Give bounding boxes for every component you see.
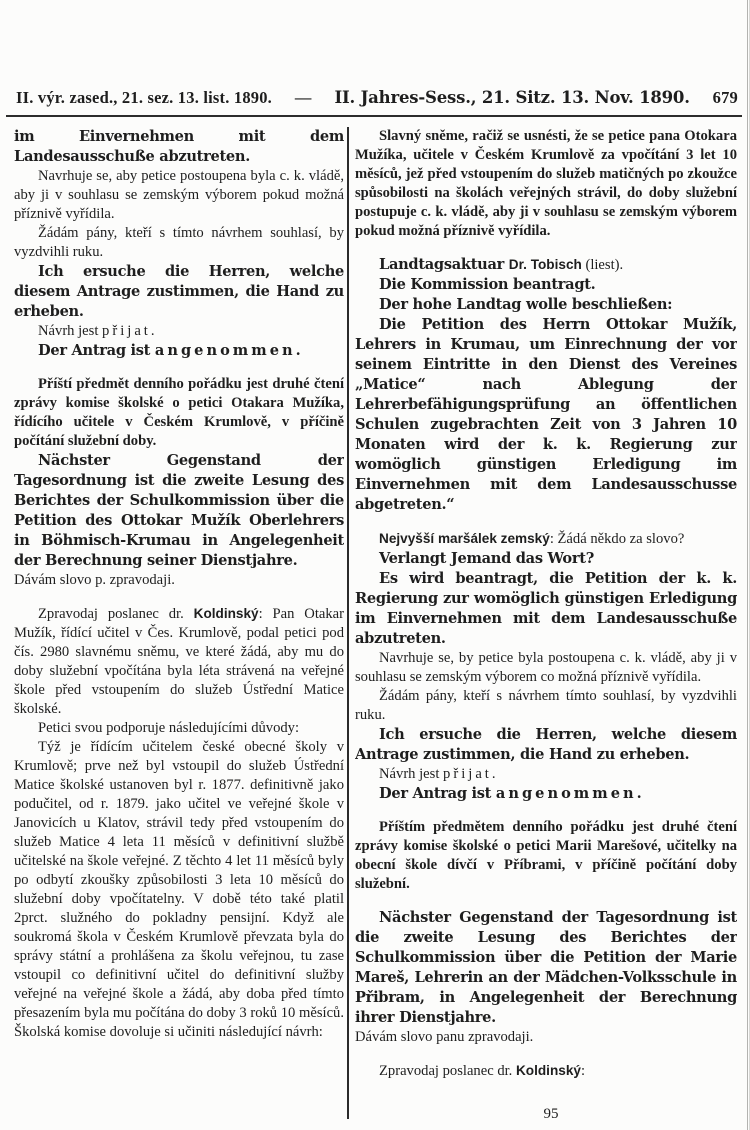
text-segment: angenommen [154,342,296,359]
paragraph [355,549,737,569]
text-columns [14,127,737,1119]
header-german-session: II. Jahres-Sess., 21. Sitz. 13. Nov. 1890. [334,88,690,107]
text-segment: Die Petition des Herrn Ottokar Mužík, Lehrers in Krumau, um Einrechnung der vor seinem Eintritte in den Dienst des Vereines „Matice“ nach Ablegung der Lehrerbefähigungsprüfung an öffentlichen Schulen zugebrachten Zeit von 3 Jahren 10 Monaten wird der k. k. Regierung zur womöglich günstigen Erledigung im Einvernehmen mit dem Landesausschusse abgetreten.“ [355,316,737,513]
text-segment: Zpravodaj poslanec dr. [38,606,194,622]
text-segment: Příští předmět denního pořádku jest druhé čtení zprávy komise školské o petici Otakara Mužíka, řídícího učitele v Českém Krumlově, v příčině počítání služební doby. [14,376,344,449]
header-separator: — [294,88,312,107]
paragraph [355,529,737,549]
text-segment: přijat [102,323,151,339]
text-segment: Es wird beantragt, die Petition der k. k. Regierung zur womöglich günstigen Erledigung im Einvernehmen mit dem Landesausschuße abzutreten. [355,570,737,647]
speaker-name: Koldinský [193,606,259,621]
paragraph [14,719,344,738]
text-segment: angenommen [495,785,637,802]
text-segment: Der Antrag ist [379,785,496,802]
page-number: 679 [712,88,738,107]
speaker-name: Nejvyšší maršálek zemský [379,531,550,546]
paragraph [14,604,344,719]
paragraph [355,295,737,315]
text-segment: Žádám pány, kteří s návrhem tímto souhlasí, by vyzdvihli ruku. [355,688,737,723]
text-segment: Landtagsaktuar [379,256,509,273]
signature-mark: 95 [543,1106,559,1122]
text-segment: Zpravodaj poslanec dr. [379,1063,516,1079]
text-segment: : Pan Otakar Mužík, řídící učitel v Čes. Krumlově, podal petici pod čís. 2980 slavnému sněmu, ve které žádá, aby mu do doby služební vpočítána byla léta strávená na veřejné škole před vstoupením do služeb Ústřední Matice školské. [14,606,344,717]
text-segment: Ich ersuche die Herren, welche diesem Antrage zustimmen, die Hand zu erheben. [14,263,344,320]
text-segment: Navrhuje se, by petice byla postoupena c. k. vládě, aby ji v souhlasu se zemským výborem co možná příznivě vyřídila. [355,650,737,685]
text-segment: . [150,323,155,339]
paragraph [14,451,344,571]
paragraph [355,784,737,804]
text-segment: Nächster Gegenstand der Tagesordnung ist die zweite Lesung des Berichtes der Schulkommission über die Petition des Ottokar Mužík Oberlehrers in Böhmisch-Krumau in Angelegenheit der Berechnung seiner Dienstjahre. [14,452,344,569]
paragraph [355,255,737,275]
paragraph [355,725,737,765]
header-rule [6,115,742,117]
left-column [14,127,344,1119]
text-segment: Návrh jest [379,766,444,782]
text-segment: Ich ersuche die Herren, welche diesem Antrage zustimmen, die Hand zu erheben. [355,726,737,763]
paragraph [14,167,344,224]
text-segment: Dávám slovo p. zpravodaji. [14,572,175,588]
text-segment: . [491,766,496,782]
paragraph [355,1061,737,1081]
paragraph [14,738,344,1042]
paragraph [14,224,344,262]
scan-edge-artifact [747,0,748,1130]
paragraph [14,262,344,322]
text-segment: Dávám slovo panu zpravodaji. [355,1029,534,1045]
paragraph [355,818,737,894]
text-segment: Návrh jest [38,323,103,339]
paragraph [355,765,737,784]
paragraph [355,1028,737,1047]
header-czech-session: II. výr. zased., 21. sez. 13. list. 1890. [16,88,272,107]
text-segment: . [636,785,642,802]
paragraph [355,569,737,649]
paragraph [355,649,737,687]
text-segment: Slavný sněme, račiž se usnésti, že se petice pana Otokara Mužíka, učitele v Českém Krumlově za vpočítání 3 let 10 měsíců, jež před vstoupením do služeb matičných po zkoužce spůsobilosti na školách veřejných strávil, do doby služební postupuje c. k. vládě, aby ji v souhlasu se zemským výborem pokud možná příznivě vyřídila. [355,128,737,239]
speaker-name: Koldinský [515,1063,581,1078]
text-segment: im Einvernehmen mit dem Landesausschuße abzutreten. [14,128,344,165]
text-segment: : [580,1063,586,1079]
column-divider-rule [347,127,349,1119]
text-segment: . [295,342,301,359]
text-segment: Die Kommission beantragt. [379,276,596,293]
text-segment: Der hohe Landtag wolle beschließen: [379,296,673,313]
text-segment: Žádám pány, kteří s tímto návrhem souhlasí, by vyzdvihli ruku. [14,225,344,260]
text-segment: Týž je řídícím učitelem české obecné školy v Krumlově; prve než byl vstoupil do služeb Ústřední Matice školské ustanoven byl r. 1877. definitivně jako podučitel, od r. 1879. jako učitel ve veřejné škole v Janovicích u Klatov, strávil tedy před vstoupením do služeb Matice 4 leta 11 měsíců v definitivní službě učitelské na škole veřejné. Z těchto 4 let 11 měsíců byly po odbytí zkoušky způsobilosti 3 leta 10 měsíců do služební doby vpočítatelny. V době této také platil 2prct. služného do pokladny pensijní. Když ale soukromá škola v Českém Krumlově převzata byla do správy státní a prohlášena za školu veřejnou, tu zase vstoupil co definitivní učitel do definitivní služby veřejné na veřejné škole a žádá, aby doba před tímto přesazením byla mu počítána do doby 3 roků 10 měsíců. Školská komise dovoluje si učiniti následující návrh: [14,739,344,1040]
text-segment: Příštím předmětem denního pořádku jest druhé čtení zprávy komise školské o petici Marii Marešové, učitelky na obecní škole dívčí v Příbrami, v příčině počítání doby služební. [355,819,737,892]
paragraph [14,341,344,361]
right-column [355,127,737,1119]
text-segment: přijat [443,766,492,782]
text-segment: Verlangt Jemand das Wort? [379,550,594,567]
paragraph [14,322,344,341]
text-segment: (liest). [581,257,624,273]
paragraph [355,315,737,515]
paragraph [355,687,737,725]
paragraph [14,571,344,590]
text-segment: Nächster Gegenstand der Tagesordnung ist die zweite Lesung des Berichtes der Schulkommission über die Petition der Marie Mareš, Lehrerin an der Mädchen-Volksschule in Přibram, in Angelegenheit der Berechnung ihrer Dienstjahre. [355,909,737,1026]
paragraph [355,275,737,295]
paragraph [14,127,344,167]
running-header [16,88,738,108]
text-segment: Der Antrag ist [38,342,155,359]
paragraph [355,908,737,1028]
paragraph [355,127,737,241]
text-segment: : Žádá někdo za slovo? [549,531,685,547]
text-segment: Petici svou podporuje následujícími důvody: [38,720,300,736]
paragraph [14,375,344,451]
text-segment: Navrhuje se, aby petice postoupena byla c. k. vládě, aby ji v souhlasu se zemským výborem pokud možná příznivě vyřídila. [14,168,344,222]
speaker-name: Dr. Tobisch [508,257,582,272]
